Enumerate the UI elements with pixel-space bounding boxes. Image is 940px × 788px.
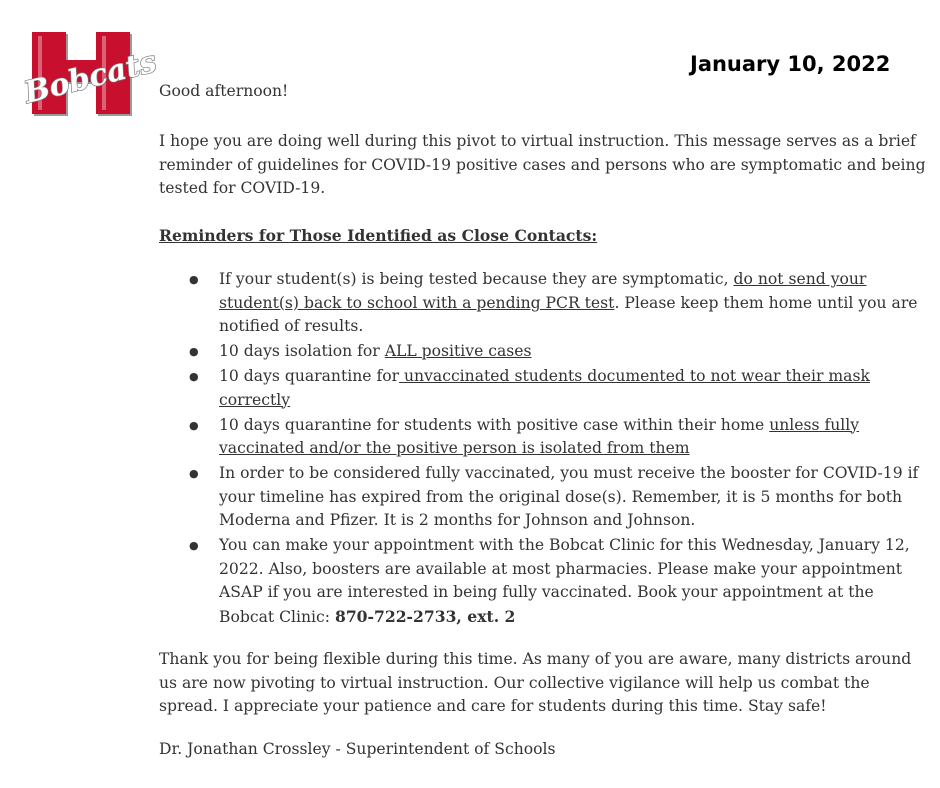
bobcats-logo [18,30,161,116]
list-item: ● 10 days isolation for ALL positive cases [159,340,929,364]
list-item: ● In order to be considered fully vaccinated, you must receive the booster for COVID-19 if your timeline has expired from the original dose(s). Remember, it is 5 months for both Moderna and Pfizer. It is 2 months for Johnson and Johnson. [159,462,929,533]
closing-paragraph: Thank you for being flexible during this time. As many of you are aware, many districts around us are now pivoting to virtual instruction. Our collective vigilance will help us combat the spread. I appreciate your patience and care for students during this time. Stay safe! [159,650,912,715]
reminders-list [159,268,929,631]
clinic-phone-number: 870-722-2733, ext. 2 [334,606,516,626]
list-item: ● You can make your appointment with the Bobcat Clinic for this Wednesday, January 12, 2022. Also, boosters are available at most pharmacies. Please make your appointment ASAP if you are interested in being fully vaccinated. Book your appointment at the Bobcat Clinic: 870-722-2733, ext. 2 [159,534,929,629]
list-item: ● If your student(s) is being tested because they are symptomatic, do not send your student(s) back to school with a pending PCR test. Please keep them home until you are notified of results. [159,268,929,339]
letter-date: January 10, 2022 [690,52,891,76]
intro-paragraph: I hope you are doing well during this pivot to virtual instruction. This message serves as a brief reminder of guidelines for COVID-19 positive cases and persons who are symptomatic and being tested for COVID-19. [159,132,926,197]
svg-text:Bobcats: Bobcats [20,44,161,111]
list-item: ● 10 days quarantine for students with positive case within their home unless fully vaccinated and/or the positive person is isolated from them [159,414,929,461]
greeting: Good afternoon! [159,82,289,100]
section-heading: Reminders for Those Identified as Close Contacts: [159,226,598,245]
signature: Dr. Jonathan Crossley - Superintendent of Schools [159,740,556,758]
list-item: ● 10 days quarantine for unvaccinated students documented to not wear their mask correctly [159,365,929,412]
